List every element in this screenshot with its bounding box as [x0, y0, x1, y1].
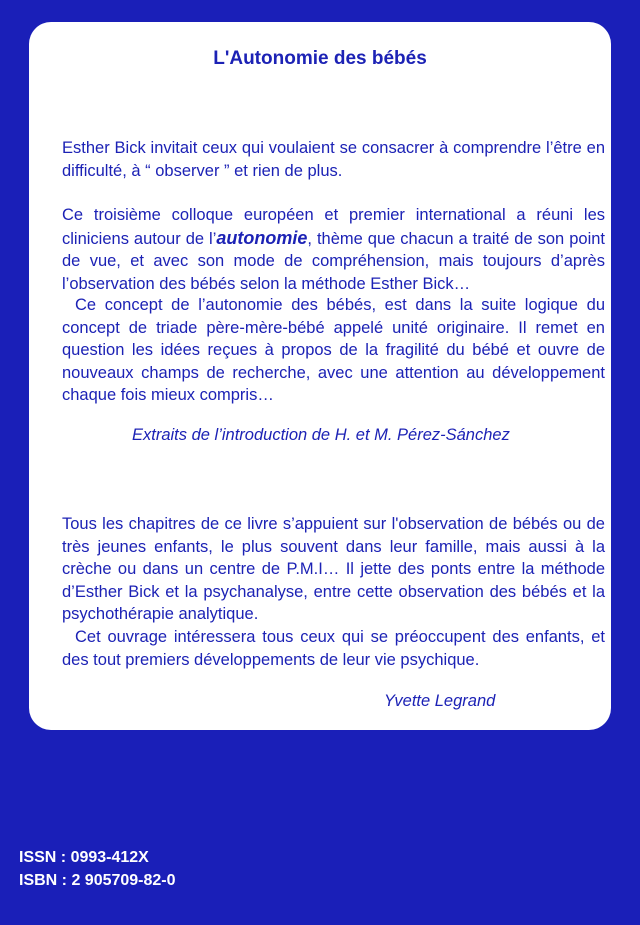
intro-paragraph-2-end: , thème que chacun a traité de son point de vue, et avec son mode de compréhension, mais toujours d’après l’observation des bébés selon la méthode Esther Bick… — [62, 229, 605, 293]
autonomie-emphasis: autonomie — [216, 227, 308, 248]
back-cover-panel — [29, 22, 611, 730]
isbn-code: ISBN : 2 905709-82-0 — [19, 872, 176, 889]
intro-paragraph-2-start: Ce troisième colloque européen et premier international a réuni les cliniciens autour de l’ — [62, 206, 605, 248]
intro-paragraph-3: Ce concept de l’autonomie des bébés, est dans la suite logique du concept de triade père-mère-bébé appelé unité originaire. Il remet en question les idées reçues à propos de la fragilité du bébé et ouvre de nouveaux champs de recherche, avec une attention au développement chaque fois mieux compris… — [62, 296, 605, 404]
review-paragraph-1: Tous les chapitres de ce livre s’appuient sur l'observation de bébés ou de très jeunes enfants, le plus souvent dans leur famille, mais aussi à la crèche ou dans un centre de P.M.I… Il jette des ponts entre la méthode d’Esther Bick et la psychanalyse, entre cette observation des bébés et la psychothérapie analytique. — [62, 515, 605, 623]
book-title: L'Autonomie des bébés — [213, 48, 427, 69]
reviewer-signature: Yvette Legrand — [384, 692, 496, 710]
intro-attribution: Extraits de l’introduction de H. et M. Pérez-Sánchez — [132, 426, 510, 444]
review-paragraph-2: Cet ouvrage intéressera tous ceux qui se préoccupent des enfants, et des tout premiers développements de leur vie psychique. — [62, 628, 605, 669]
publication-codes — [19, 846, 176, 892]
intro-paragraph-2 — [62, 204, 605, 295]
intro-paragraph-1: Esther Bick invitait ceux qui voulaient se consacrer à comprendre l’être en difficulté, à “ observer ” et rien de plus. — [62, 139, 605, 180]
issn-code: ISSN : 0993-412X — [19, 849, 149, 866]
